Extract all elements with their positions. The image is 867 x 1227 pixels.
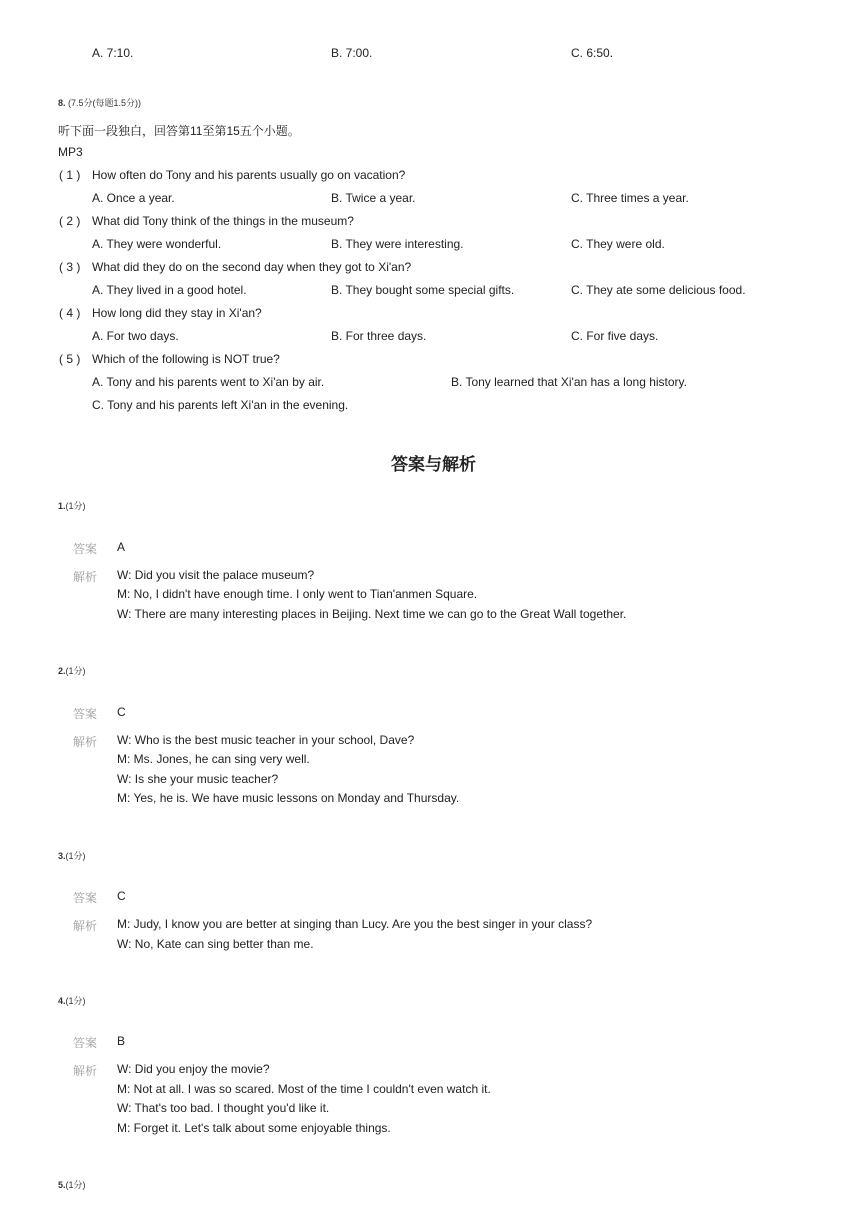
q8-header	[58, 96, 141, 109]
q8-sub4-option-a: A. For two days.	[92, 329, 179, 343]
q8-sub3-option-a: A. They lived in a good hotel.	[92, 283, 247, 297]
answer1-line: M: No, I didn't have enough time. I only went to Tian'anmen Square.	[117, 587, 478, 601]
answer2-line: M: Yes, he is. We have music lessons on Monday and Thursday.	[117, 791, 460, 805]
q8-sub2-option-a: A. They were wonderful.	[92, 237, 222, 251]
answer1-answer-label: 答案	[73, 542, 98, 556]
answer1-header	[58, 499, 86, 512]
q8-sub4-option-b: B. For three days.	[331, 329, 427, 343]
answer4-header	[58, 994, 86, 1007]
answer5-number: 5.	[58, 1180, 66, 1190]
q8-sub1-option-c: C. Three times a year.	[571, 191, 689, 205]
answer3-header	[58, 849, 86, 862]
q8-sub5-option-c: C. Tony and his parents left Xi'an in the evening.	[92, 398, 349, 412]
answer4-value: B	[117, 1034, 126, 1048]
answer4-number: 4.	[58, 996, 66, 1006]
q8-sub3-option-c: C. They ate some delicious food.	[571, 283, 746, 297]
answer5-points: (1分)	[65, 1180, 86, 1190]
answer2-points: (1分)	[65, 666, 86, 676]
answer3-value: C	[117, 889, 126, 903]
q8-points: (7.5分(每题1.5分))	[68, 98, 142, 108]
answer3-number: 3.	[58, 851, 66, 861]
q8-sub1-index: ( 1 )	[59, 168, 81, 182]
q8-sub4-question: How long did they stay in Xi'an?	[92, 306, 262, 320]
q7-option-a: A. 7:10.	[92, 46, 134, 60]
q7-option-c: C. 6:50.	[571, 46, 614, 60]
q8-sub5-option-a: A. Tony and his parents went to Xi'an by air.	[92, 375, 325, 389]
answer2-value: C	[117, 705, 126, 719]
answer1-value: A	[117, 540, 126, 554]
answers-section-title: 答案与解析	[391, 455, 476, 474]
answer4-line: W: Did you enjoy the movie?	[117, 1062, 270, 1076]
answer1-line: W: Did you visit the palace museum?	[117, 568, 315, 582]
answer5-header	[58, 1178, 86, 1191]
q8-sub2-option-b: B. They were interesting.	[331, 237, 464, 251]
answer2-line: M: Ms. Jones, he can sing very well.	[117, 752, 310, 766]
answer1-line: W: There are many interesting places in Beijing. Next time we can go to the Great Wall together.	[117, 607, 627, 621]
answer2-header	[58, 664, 86, 677]
q8-sub3-question: What did they do on the second day when they got to Xi'an?	[92, 260, 412, 274]
answer4-points: (1分)	[65, 996, 86, 1006]
q8-sub1-question: How often do Tony and his parents usually go on vacation?	[92, 168, 406, 182]
q8-sub2-option-c: C. They were old.	[571, 237, 665, 251]
answer2-number: 2.	[58, 666, 66, 676]
q7-option-b: B. 7:00.	[331, 46, 373, 60]
q8-sub1-option-a: A. Once a year.	[92, 191, 175, 205]
answer2-answer-label: 答案	[73, 707, 98, 721]
answer3-line: M: Judy, I know you are better at singing than Lucy. Are you the best singer in your class?	[117, 917, 593, 931]
answer1-points: (1分)	[65, 501, 86, 511]
answer2-analysis-label: 解析	[73, 735, 98, 749]
q8-sub3-option-b: B. They bought some special gifts.	[331, 283, 515, 297]
answer2-line: W: Who is the best music teacher in your school, Dave?	[117, 733, 415, 747]
answer4-analysis-label: 解析	[73, 1064, 98, 1078]
answer3-line: W: No, Kate can sing better than me.	[117, 937, 314, 951]
answer1-number: 1.	[58, 501, 66, 511]
answer4-line: M: Forget it. Let's talk about some enjoyable things.	[117, 1121, 391, 1135]
q8-sub4-option-c: C. For five days.	[571, 329, 659, 343]
answer1-analysis-label: 解析	[73, 570, 98, 584]
q8-sub5-option-b: B. Tony learned that Xi'an has a long history.	[451, 375, 687, 389]
q8-sub2-question: What did Tony think of the things in the museum?	[92, 214, 354, 228]
q8-sub5-question: Which of the following is NOT true?	[92, 352, 280, 366]
answer4-answer-label: 答案	[73, 1036, 98, 1050]
q8-sub1-option-b: B. Twice a year.	[331, 191, 416, 205]
answer3-analysis-label: 解析	[73, 919, 98, 933]
answer3-points: (1分)	[65, 851, 86, 861]
answer4-line: W: That's too bad. I thought you'd like it.	[117, 1101, 330, 1115]
q8-instruction: 听下面一段独白，回答第11至第15五个小题。	[58, 124, 300, 138]
q8-number: 8.	[58, 98, 66, 108]
answer2-line: W: Is she your music teacher?	[117, 772, 279, 786]
q8-sub5-index: ( 5 )	[59, 352, 81, 366]
answer4-line: M: Not at all. I was so scared. Most of the time I couldn't even watch it.	[117, 1082, 491, 1096]
q8-sub3-index: ( 3 )	[59, 260, 81, 274]
q8-sub2-index: ( 2 )	[59, 214, 81, 228]
q8-sub4-index: ( 4 )	[59, 306, 81, 320]
q8-media-label[interactable]: MP3	[58, 145, 83, 159]
answer3-answer-label: 答案	[73, 891, 98, 905]
